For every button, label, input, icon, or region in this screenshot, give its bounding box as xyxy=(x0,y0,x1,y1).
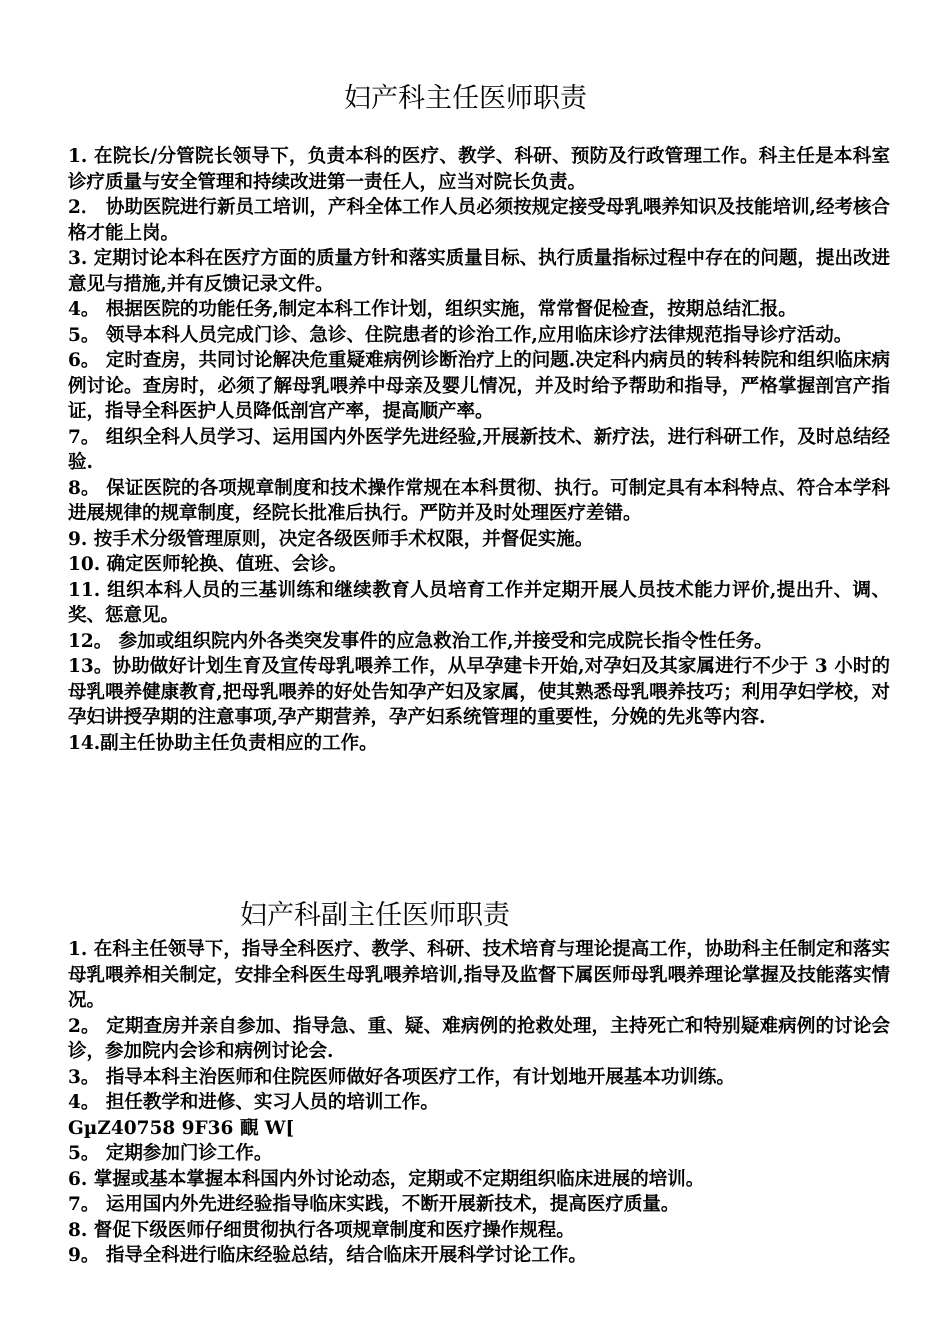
duty-item: 12。 参加或组织院内外各类突发事件的应急救治工作,并接受和完成院长指令性任务。 xyxy=(68,630,773,652)
section-1-title: 妇产科主任医师职责 xyxy=(344,83,587,114)
duty-item: 9. 按手术分级管理原则，决定各级医师手术权限，并督促实施。 xyxy=(68,528,594,550)
duty-item: 9。 指导全科进行临床经验总结，结合临床开展科学讨论工作。 xyxy=(68,1245,587,1266)
duty-item: 14.副主任协助主任负责相应的工作。 xyxy=(68,732,378,754)
duty-item: 5。 领导本科人员完成门诊、急诊、住院患者的诊治工作,应用临床诊疗法律规范指导诊疗活动。 xyxy=(68,324,853,346)
duty-item: 6。 定时查房，共同讨论解决危重疑难病例诊断治疗上的问题.决定科内病员的转科转院和组织临床病例讨论。查房时，必须了解母乳喂养中母亲及婴儿情况，并及时给予帮助和指导，严格掌握剖宫产指证，指导全科医护人员降低剖宫产率，提高顺产率。 xyxy=(68,350,890,422)
duty-item: 4。 根据医院的功能任务,制定本科工作计划，组织实施，常常督促检查，按期总结汇报。 xyxy=(68,299,797,320)
duty-item: 5。 定期参加门诊工作。 xyxy=(68,1143,273,1164)
duty-item: 8。 保证医院的各项规章制度和技术操作常规在本科贯彻、执行。可制定具有本科特点、符合本学科进展规律的规章制度，经院长批准后执行。严防并及时处理医疗差错。 xyxy=(68,477,890,524)
garbled-text-line: GµZ40758 9F36 靦 W[ xyxy=(68,1117,295,1139)
duty-item: 3. 定期讨论本科在医疗方面的质量方针和落实质量目标、执行质量指标过程中存在的问题，提出改进意见与措施,并有反馈记录文件。 xyxy=(68,248,890,295)
duty-item: 1. 在院长/分管院长领导下，负责本科的医疗、教学、科研、预防及行政管理工作。科主任是本科室诊疗质量与安全管理和持续改进第一责任人，应当对院长负责。 xyxy=(68,146,890,193)
section-2-title: 妇产科副主任医师职责 xyxy=(240,900,510,931)
duty-item: 1. 在科主任领导下，指导全科医疗、教学、科研、技术培育与理论提高工作，协助科主任制定和落实母乳喂养相关制定，安排全科医生母乳喂养培训,指导及监督下属医师母乳喂养理论掌握及技能落实情况。 xyxy=(68,939,890,1011)
duty-item: 4。 担任教学和进修、实习人员的培训工作。 xyxy=(68,1092,439,1113)
duty-item: 13。协助做好计划生育及宣传母乳喂养工作，从早孕建卡开始,对孕妇及其家属进行不少于 3 小时的母乳喂养健康教育,把母乳喂养的好处告知孕产妇及家属，使其熟悉母乳喂养技巧；利用孕妇学校，对孕妇讲授孕期的注意事项,孕产期营养，孕产妇系统管理的重要性，分娩的先兆等内容. xyxy=(68,656,890,728)
duty-item: 7。 组织全科人员学习、运用国内外医学先进经验,开展新技术、新疗法，进行科研工作，及时总结经验. xyxy=(68,426,890,473)
duty-item: 6. 掌握或基本掌握本科国内外讨论动态，定期或不定期组织临床进展的培训。 xyxy=(68,1168,705,1190)
duty-item: 3。 指导本科主治医师和住院医师做好各项医疗工作，有计划地开展基本功训练。 xyxy=(68,1066,735,1088)
duty-item: 2． 协助医院进行新员工培训，产科全体工作人员必须按规定接受母乳喂养知识及技能培训,经考核合格才能上岗。 xyxy=(68,197,890,244)
duty-item: 10. 确定医师轮换、值班、会诊。 xyxy=(68,554,348,575)
duty-item: 11. 组织本科人员的三基训练和继续教育人员培育工作并定期开展人员技术能力评价,提出升、调、奖、惩意见。 xyxy=(68,579,890,626)
duty-item: 8. 督促下级医师仔细贯彻执行各项规章制度和医疗操作规程。 xyxy=(68,1219,575,1241)
duty-item: 2。 定期查房并亲自参加、指导急、重、疑、难病例的抢救处理，主持死亡和特别疑难病例的讨论会诊，参加院内会诊和病例讨论会. xyxy=(68,1015,890,1062)
section-2-duties xyxy=(68,937,890,1269)
duty-item: 7。 运用国内外先进经验指导临床实践，不断开展新技术，提高医疗质量。 xyxy=(68,1194,680,1215)
section-1-duties xyxy=(68,144,890,756)
